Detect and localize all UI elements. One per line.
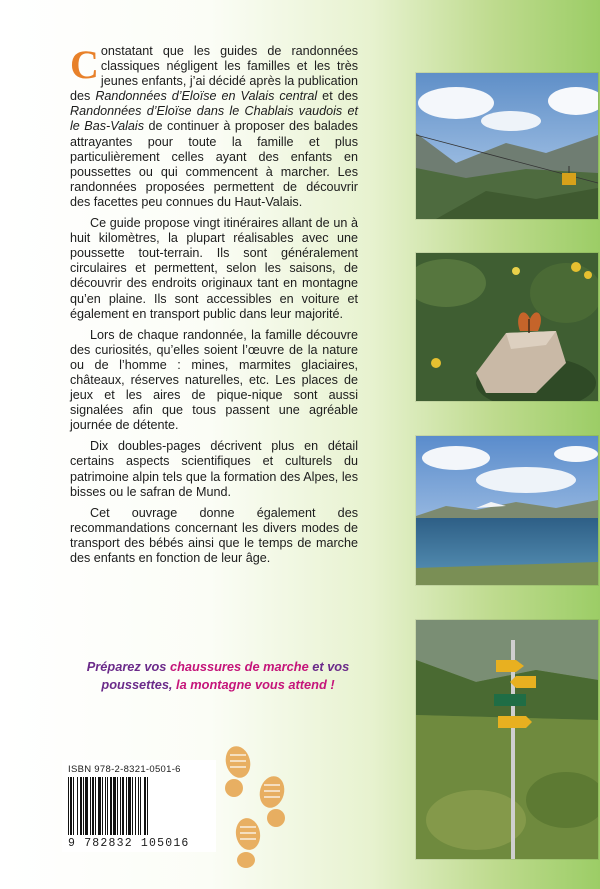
drop-cap: C <box>70 42 99 87</box>
paragraph-2: Ce guide propose vingt itinéraires allant de un à huit kilomètres, la plupart réalisables avec une poussette tout-terrain. Ils sont généralement circulaires et permettent, selon les saisons, de découvrir des endroits originaux tant en montagne qu’en plaine. Ils sont accessibles en voiture et également en transport public dans leur majorité. <box>70 216 358 321</box>
photo-mountain-lake <box>416 436 598 585</box>
back-cover-text <box>70 44 358 572</box>
paragraph-3: Lors de chaque randonnée, la famille découvre des curiosités, qu’elles soient l’œuvre de la nature ou de l’homme : mines, marmites glaciaires, châteaux, réserves naturelles, etc. Les places de jeux et les aires de pique-nique sont aussi signalées afin que tous passent une agréable journée de détente. <box>70 327 358 433</box>
paragraph-5: Cet ouvrage donne également des recommandations concernant les divers modes de transport des bébés ainsi que le temps de marche des enfants en fonction de leur âge. <box>70 505 358 565</box>
paragraph-1: Constatant que les guides de randonnées classiques négligent les familles et les très jeunes enfants, j’ai décidé après la publication des Randonnées d’Eloïse en Valais central et des Randonnées d’Eloïse dans le Chablais vaudois et le Bas-Valais de continuer à proposer des balades attrayantes pour toute la famille et plus particulièrement celles ayant des enfants en poussettes ou qui commencent à marcher. Les randonnées proposées permettent de découvrir des facettes peu connues du Haut-Valais. <box>70 42 358 209</box>
barcode-digits: 9 782832 105016 <box>68 837 190 850</box>
book-title-2: Randonnées d’Eloïse dans le Chablais vaudois et le Bas-Valais <box>70 104 358 134</box>
callout-slogan: Préparez vos chaussures de marche et vos poussettes, la montagne vous attend ! <box>86 659 350 692</box>
isbn-barcode <box>62 760 216 852</box>
photo-butterfly-rock <box>416 253 598 401</box>
paragraph-4: Dix doubles-pages décrivent plus en détail certains aspects scientifiques et culturels du patrimoine alpin tels que la formation des Alpes, les bisses ou le safran de Mund. <box>70 439 358 499</box>
photo-trail-signpost <box>416 620 598 859</box>
book-title-1: Randonnées d’Eloïse en Valais central <box>95 89 318 104</box>
barcode-bars <box>68 777 210 835</box>
isbn-label: ISBN 978-2-8321-0501-6 <box>68 764 181 775</box>
footprints-icon <box>212 740 312 870</box>
photo-mountain-cablecar <box>416 73 598 219</box>
